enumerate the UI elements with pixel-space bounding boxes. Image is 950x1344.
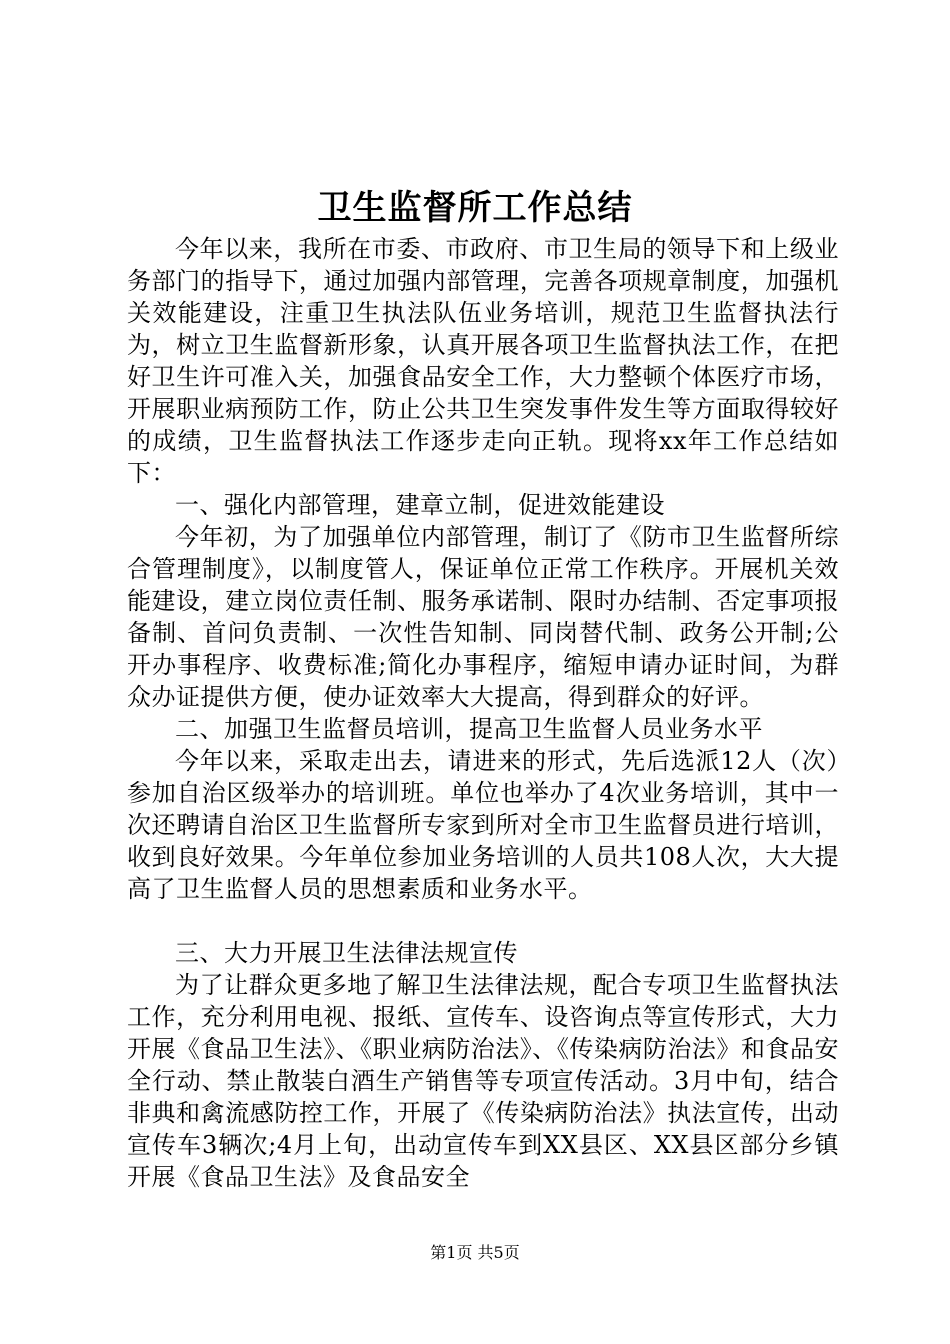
document-body (127, 233, 839, 1193)
section-2-paragraph: 今年以来，采取走出去，请进来的形式，先后选派12人（次）参加自治区级举办的培训班。单位也举办了4次业务培训，其中一次还聘请自治区卫生监督所专家到所对全市卫生监督员进行培训，收到良好效果。今年单位参加业务培训的人员共108人次，大大提高了卫生监督人员的思想素质和业务水平。 (127, 747, 839, 903)
section-3-paragraph: 为了让群众更多地了解卫生法律法规，配合专项卫生监督执法工作，充分利用电视、报纸、宣传车、设咨询点等宣传形式，大力开展《食品卫生法》、《职业病防治法》、《传染病防治法》和食品安全行动、禁止散装白酒生产销售等专项宣传活动。3月中旬，结合非典和禽流感防控工作，开展了《传染病防治法》执法宣传，出动宣传车3辆次;4月上旬，出动宣传车到XX县区、XX县区部分乡镇开展《食品卫生法》及食品安全 (127, 971, 839, 1191)
page-footer: 第1页 共5页 (430, 1243, 520, 1262)
section-1-paragraph: 今年初，为了加强单位内部管理，制订了《防市卫生监督所综合管理制度》，以制度管人，保证单位正常工作秩序。开展机关效能建设，建立岗位责任制、服务承诺制、限时办结制、否定事项报备制、首问负责制、一次性告知制、同岗替代制、政务公开制;公开办事程序、收费标准;简化办事程序，缩短申请办证时间，为群众办证提供方便，使办证效率大大提高，得到群众的好评。 (127, 523, 839, 711)
section-heading-1: 一、强化内部管理，建章立制，促进效能建设 (175, 491, 665, 519)
intro-paragraph: 今年以来，我所在市委、市政府、市卫生局的领导下和上级业务部门的指导下，通过加强内部管理，完善各项规章制度，加强机关效能建设，注重卫生执法队伍业务培训，规范卫生监督执法行为，树立卫生监督新形象，认真开展各项卫生监督执法工作，在把好卫生许可准入关，加强食品安全工作，大力整顿个体医疗市场，开展职业病预防工作，防止公共卫生突发事件发生等方面取得较好的成绩，卫生监督执法工作逐步走向正轨。现将xx年工作总结如下： (127, 235, 839, 487)
document-title: 卫生监督所工作总结 (317, 188, 633, 228)
section-heading-3: 三、大力开展卫生法律法规宣传 (175, 939, 518, 967)
blank-line (127, 905, 839, 937)
section-heading-2: 二、加强卫生监督员培训，提高卫生监督人员业务水平 (175, 715, 763, 743)
